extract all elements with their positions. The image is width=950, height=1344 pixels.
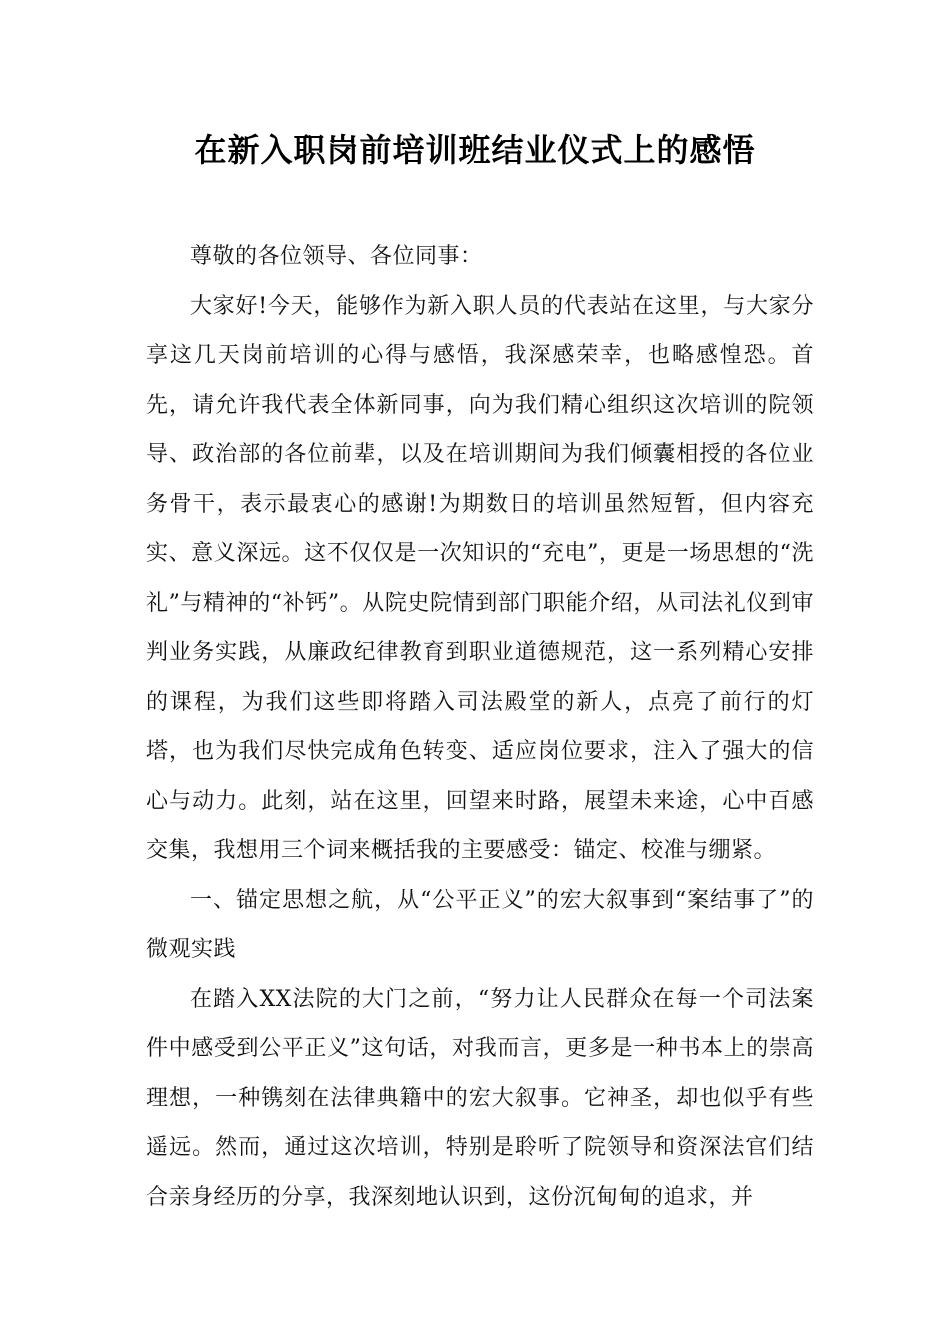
document-body [146,232,814,1222]
section-heading: 一、锚定思想之航，从“公平正义”的宏大叙事到“案结事了”的微观实践 [146,887,814,962]
opening-paragraph: 大家好!今天，能够作为新入职人员的代表站在这里，与大家分享这几天岗前培训的心得与感悟，我深感荣幸，也略感惶恐。首先，请允许我代表全体新同事，向为我们精心组织这次培训的院领导、政治部的各位前辈，以及在培训期间为我们倾囊相授的各位业务骨干，表示最衷心的感谢!为期数日的培训虽然短暂，但内容充实、意义深远。这不仅仅是一次知识的“充电”，更是一场思想的“洗礼”与精神的“补钙”。从院史院情到部门职能介绍，从司法礼仪到审判业务实践，从廉政纪律教育到职业道德规范，这一系列精心安排的课程，为我们这些即将踏入司法殿堂的新人，点亮了前行的灯塔，也为我们尽快完成角色转变、适应岗位要求，注入了强大的信心与动力。此刻，站在这里，回望来时路，展望未来途，心中百感交集，我想用三个词来概括我的主要感受：锚定、校准与绷紧。 [146,293,814,863]
salutation: 尊敬的各位领导、各位同事： [190,244,483,269]
section-paragraph: 在踏入XX法院的大门之前，“努力让人民群众在每一个司法案件中感受到公平正义”这句话，对我而言，更多是一种书本上的崇高理想，一种镌刻在法律典籍中的宏大叙事。它神圣，却也似乎有些遥远。然而，通过这次培训，特别是聆听了院领导和资深法官们结合亲身经历的分享，我深刻地认识到，这份沉甸甸的追求，并 [146,986,814,1210]
document-title: 在新入职岗前培训班结业仪式上的感悟 [194,131,756,169]
